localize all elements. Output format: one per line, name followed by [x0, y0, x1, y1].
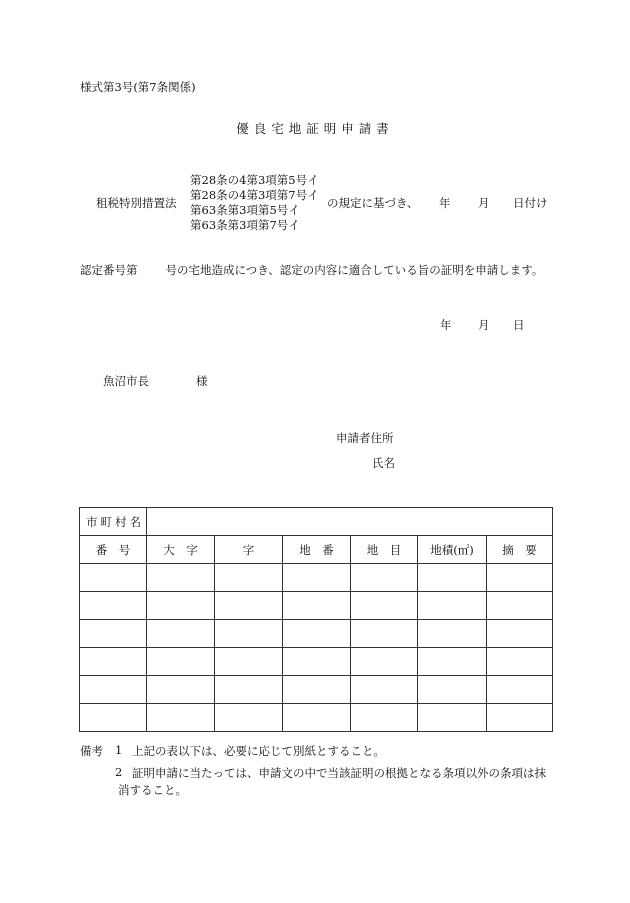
header-remarks: 摘 要	[487, 536, 553, 564]
based-on-text: の規定に基づき、	[327, 196, 419, 210]
table-cell[interactable]	[418, 704, 487, 732]
table-row	[80, 676, 553, 704]
table-cell[interactable]	[215, 564, 283, 592]
table-cell[interactable]	[487, 676, 553, 704]
header-land-category: 地 目	[351, 536, 418, 564]
table-cell[interactable]	[351, 564, 418, 592]
header-aza: 字	[215, 536, 283, 564]
notice-date-year-label: 年	[439, 196, 451, 210]
application-date-day-label: 日	[513, 318, 525, 332]
municipality-label: 市町村名	[80, 508, 147, 536]
table-cell[interactable]	[80, 704, 147, 732]
application-date-year-label: 年	[440, 318, 452, 332]
note-text-continuation: 消すること。	[118, 783, 187, 797]
notice-date-day-label: 日付け	[513, 196, 548, 210]
table-cell[interactable]	[487, 592, 553, 620]
table-row	[80, 704, 553, 732]
table-cell[interactable]	[80, 648, 147, 676]
table-cell[interactable]	[418, 648, 487, 676]
header-lot-number: 地 番	[283, 536, 351, 564]
table-cell[interactable]	[351, 704, 418, 732]
clause-item: 第63条第3項第7号イ	[190, 218, 300, 232]
certification-request-line	[80, 262, 543, 278]
table-cell[interactable]	[487, 648, 553, 676]
table-cell[interactable]	[147, 704, 215, 732]
table-cell[interactable]	[147, 564, 215, 592]
clause-item: 第28条の4第3項第5号イ	[190, 173, 319, 187]
table-cell[interactable]	[283, 648, 351, 676]
table-cell[interactable]	[147, 592, 215, 620]
table-cell[interactable]	[147, 676, 215, 704]
table-cell[interactable]	[215, 592, 283, 620]
table-cell[interactable]	[283, 620, 351, 648]
table-row	[80, 648, 553, 676]
municipality-input-cell[interactable]	[147, 508, 553, 536]
table-cell[interactable]	[80, 620, 147, 648]
municipality-row	[80, 508, 553, 536]
header-number: 番 号	[80, 536, 147, 564]
header-oaza: 大 字	[147, 536, 215, 564]
cert-request-text: 号の宅地造成につき、認定の内容に適合している旨の証明を申請します。	[165, 263, 544, 277]
note-number: 1	[115, 743, 123, 757]
applicant-address-label: 申請者住所	[336, 431, 394, 445]
note-text: 証明申請に当たっては、申請文の中で当該証明の根拠となる条項以外の条項は抹	[132, 766, 546, 780]
document-title: 優良宅地証明申請書	[236, 121, 394, 136]
table-cell[interactable]	[487, 620, 553, 648]
table-cell[interactable]	[487, 704, 553, 732]
table-cell[interactable]	[80, 592, 147, 620]
clause-item: 第63条第3項第5号イ	[190, 203, 300, 217]
table-row	[80, 620, 553, 648]
addressee-honorific: 様	[196, 374, 208, 388]
table-cell[interactable]	[418, 592, 487, 620]
table-cell[interactable]	[418, 620, 487, 648]
table-cell[interactable]	[487, 564, 553, 592]
table-cell[interactable]	[351, 648, 418, 676]
table-cell[interactable]	[283, 592, 351, 620]
note-number: 2	[115, 765, 123, 779]
table-cell[interactable]	[147, 620, 215, 648]
table-cell[interactable]	[215, 620, 283, 648]
cert-number-prefix: 認定番号第	[80, 263, 138, 277]
table-cell[interactable]	[215, 676, 283, 704]
clause-list	[190, 173, 319, 233]
law-name: 租税特別措置法	[96, 196, 177, 210]
application-date-month-label: 月	[478, 318, 490, 332]
form-number: 様式第3号(第7条関係)	[80, 80, 196, 94]
table-cell[interactable]	[283, 564, 351, 592]
table-cell[interactable]	[80, 676, 147, 704]
table-cell[interactable]	[147, 648, 215, 676]
table-cell[interactable]	[351, 592, 418, 620]
table-cell[interactable]	[351, 676, 418, 704]
land-table	[79, 507, 553, 732]
table-cell[interactable]	[283, 676, 351, 704]
clause-item: 第28条の4第3項第7号イ	[190, 188, 319, 202]
table-cell[interactable]	[215, 648, 283, 676]
table-cell[interactable]	[215, 704, 283, 732]
table-cell[interactable]	[351, 620, 418, 648]
table-cell[interactable]	[418, 676, 487, 704]
addressee-title: 魚沼市長	[103, 374, 149, 388]
note-text: 上記の表以下は、必要に応じて別紙とすること。	[132, 744, 385, 758]
applicant-name-label: 氏名	[372, 456, 395, 470]
header-area: 地積(㎡)	[418, 536, 487, 564]
table-cell[interactable]	[418, 564, 487, 592]
table-row	[80, 564, 553, 592]
table-cell[interactable]	[283, 704, 351, 732]
notes-label: 備考	[80, 744, 103, 758]
notice-date-month-label: 月	[478, 196, 490, 210]
table-row	[80, 592, 553, 620]
table-header-row	[80, 536, 553, 564]
table-cell[interactable]	[80, 564, 147, 592]
